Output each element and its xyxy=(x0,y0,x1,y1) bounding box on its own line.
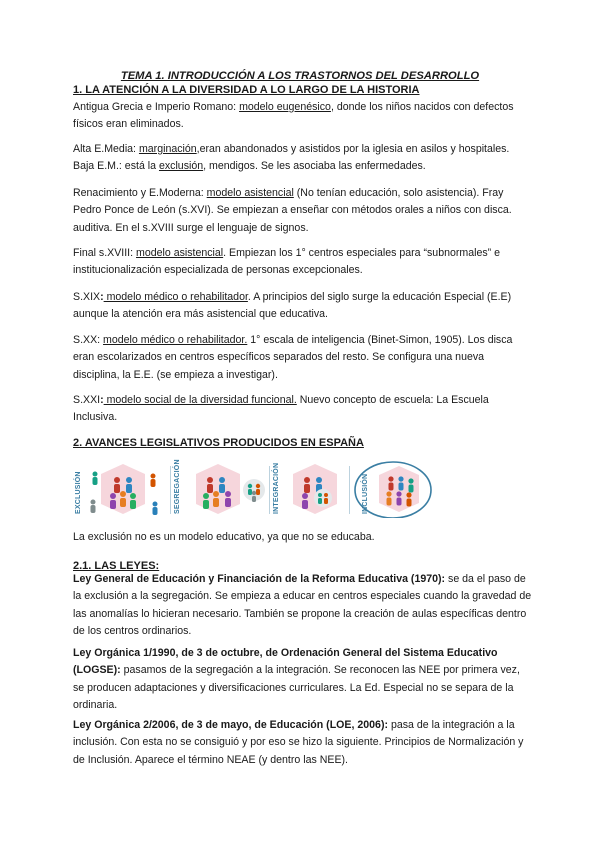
segregation-panel xyxy=(172,460,267,518)
underlined-term: modelo asistencial xyxy=(206,187,294,199)
underlined-term: exclusión xyxy=(158,160,204,173)
segregation-label: SEGREGACIÓN xyxy=(174,459,181,514)
section-2-1-heading: 2.1. LAS LEYES: xyxy=(73,560,160,572)
law-title: Ley Orgánica 2/2006, de 3 de mayo, de Educación (LOE, 2006): xyxy=(73,719,388,731)
paragraph-sxix xyxy=(73,289,533,324)
figure-separator xyxy=(170,466,171,514)
integration-label: INTEGRACIÓN xyxy=(273,462,280,514)
exclusion-label: EXCLUSIÓN xyxy=(75,471,82,514)
text: pasa de la integración a la inclusión. Con esta no se consiguió y por eso se hizo la siguiente. Principios de Normalización y de Inclusión. Aparece el término NEAE (y dentro las NEE). xyxy=(73,719,524,766)
text: se da el paso de la exclusión a la segregación. Se empieza a educar en centros especiales cuando la gravedad de las anomalías lo hicieran necesario. También se propone la creación de aulas específicas dentro de los centros ordinarios. xyxy=(73,573,532,638)
text: ,eran abandonados y asistidos por la iglesia en asilos y hospitales. Baja E.M.: está la xyxy=(73,143,510,173)
inclusion-label: INCLUSIÓN xyxy=(362,473,369,514)
paragraph-sxx xyxy=(73,332,533,384)
text: Antigua Grecia e Imperio Romano: xyxy=(73,101,240,113)
text: S.XXI xyxy=(73,394,101,406)
law-title: Ley Orgánica 1/1990, de 3 de octubre, de Ordenación General del Sistema Educativo (LOGSE): xyxy=(73,647,498,677)
section-2-heading: 2. AVANCES LEGISLATIVOS PRODUCIDOS EN ESPAÑA xyxy=(73,437,364,449)
text: (No tenían educación, solo asistencia). Fray Pedro Ponce de León (s.XVI). Se empiezan a enseñar con métodos orales a niños con disca. auditiva. En el s.XVIII surge el lenguaje de signos. xyxy=(73,187,512,234)
law-loe-paragraph xyxy=(73,717,533,769)
paragraph-renacimiento xyxy=(73,185,533,237)
text: . A principios del siglo surge la educación Especial (E.E) aunque la atención era más asistencial que educativa. xyxy=(73,291,512,321)
underlined-term: modelo médico o rehabilitador. xyxy=(103,334,248,346)
law-1970-paragraph xyxy=(73,571,533,641)
document-title: TEMA 1. INTRODUCCIÓN A LOS TRASTORNOS DEL DESARROLLO xyxy=(120,70,480,82)
law-logse-paragraph xyxy=(73,645,533,715)
text: , donde los niños nacidos con defectos físicos eran eliminados. xyxy=(73,101,514,131)
text: S.XX: xyxy=(73,334,104,346)
segregation-illustration xyxy=(172,460,267,518)
text: Renacimiento y E.Moderna: xyxy=(73,187,207,199)
figure-separator xyxy=(269,466,270,514)
text: . Empiezan los 1° centros especiales para “subnormales” e institucionalización especializada de personas excepcionales. xyxy=(73,247,501,277)
underlined-term: marginación xyxy=(138,143,197,155)
underlined-term: modelo social de la diversidad funcional. xyxy=(103,394,297,406)
paragraph-final-xviii xyxy=(73,245,533,280)
section-1-heading: 1. LA ATENCIÓN A LA DIVERSIDAD A LO LARGO DE LA HISTORIA xyxy=(73,84,420,96)
text: Final s.XVIII: xyxy=(73,247,136,259)
text: : xyxy=(100,291,104,303)
text: : xyxy=(100,394,104,406)
text: 1° escala de inteligencia (Binet-Simon, 1905). Los disca eran escolarizados en centros específicos separados del resto. Se configura una nueva disciplina, la E.E. (se empieza a investigar). xyxy=(73,334,513,381)
exclusion-panel xyxy=(73,460,168,518)
text: S.XIX xyxy=(73,291,101,303)
underlined-term: modelo eugenésico xyxy=(239,101,331,113)
figure-caption: La exclusión no es un modelo educativo, ya que no se educaba. xyxy=(73,531,375,543)
text: pasamos de la segregación a la integración. Se reconocen las NEE por primera vez, se producen adaptaciones y diversificaciones curriculares. La Ed. Especial no se separa de la ordinaria. xyxy=(73,664,520,712)
law-title: Ley General de Educación y Financiación de la Reforma Educativa (1970): xyxy=(73,573,446,585)
text: Alta E.Media: xyxy=(73,143,139,155)
diversity-models-figure xyxy=(73,460,433,518)
paragraph-antigua-grecia xyxy=(73,99,533,134)
figure-separator xyxy=(349,466,350,514)
paragraph-edad-media xyxy=(73,141,533,176)
text: , mendigos. Se les asociaba las enfermedades. xyxy=(203,160,426,173)
inclusion-panel xyxy=(351,460,433,518)
exclusion-illustration xyxy=(73,460,168,518)
integration-illustration xyxy=(271,460,347,518)
integration-panel xyxy=(271,460,347,518)
underlined-term: modelo médico o rehabilitador xyxy=(103,291,248,303)
text: Nuevo concepto de escuela: La Escuela Inclusiva. xyxy=(73,394,489,424)
paragraph-sxxi xyxy=(73,392,533,427)
underlined-term: modelo asistencial xyxy=(136,247,224,259)
